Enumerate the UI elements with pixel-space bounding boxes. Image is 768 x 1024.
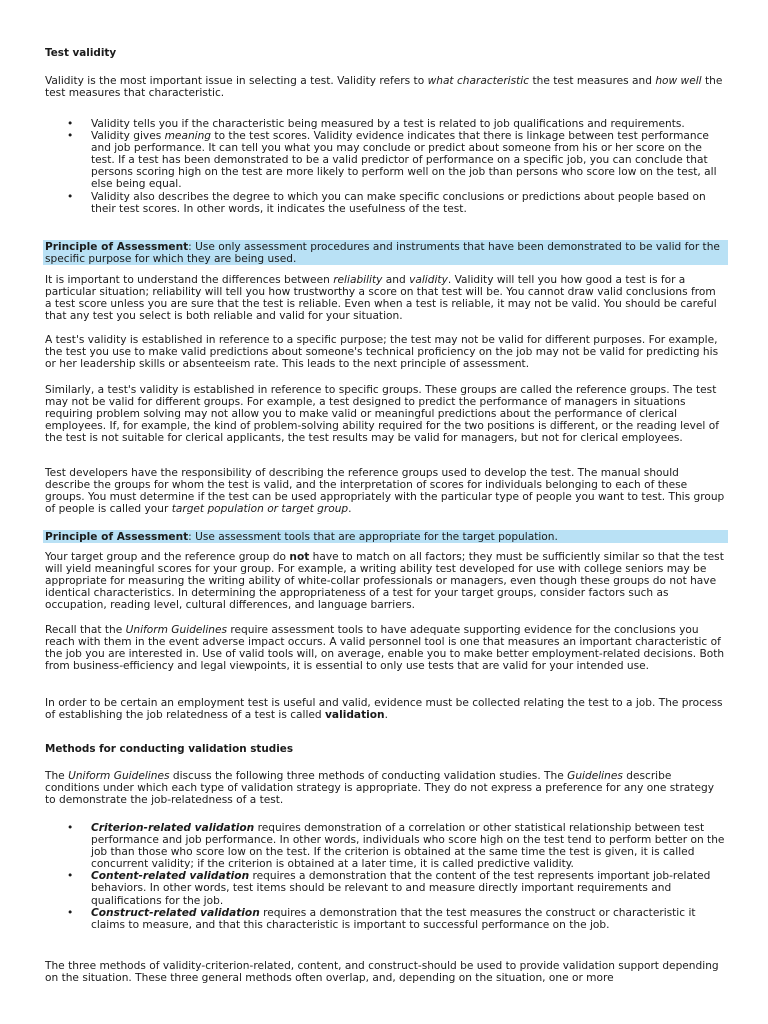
principle-of-assessment-callout: Principle of Assessment: Use assessment tools that are appropriate for the target population. — [43, 530, 728, 543]
paragraph-validation: In order to be certain an employment test is useful and valid, evidence must be collected relating the test to a job. The process of establishing the job relatedness of a test is called validation. — [45, 697, 723, 722]
principle-of-assessment-callout: Principle of Assessment: Use only assessment procedures and instruments that have been demonstrated to be valid for the specific purpose for which they are being used. — [43, 240, 728, 265]
validity-bullet-list — [45, 118, 725, 215]
list-item: • Criterion-related validation requires demonstration of a correlation or other statistical relationship between test performance and job performance. In other words, individuals who score high on the test tend to perform better on the job than those who score low on the test. If the criterion is obtained at the same time the test is given, it is called concurrent validity; if the criterion is obtained at a later time, it is called predictive validity. — [67, 822, 725, 871]
validation-methods-list — [45, 822, 725, 931]
section-title-validation-methods: Methods for conducting validation studies — [45, 743, 294, 755]
list-item: • Content-related validation requires a demonstration that the content of the test represents important job-related behaviors. In other words, test items should be relevant to and measure directly important requirements and qualifications for the job. — [67, 870, 711, 907]
paragraph-target-group: Your target group and the reference group do not have to match on all factors; they must be sufficiently similar so that the test will yield meaningful scores for your group. For example, a writing ability test developed for use with college seniors may be appropriate for measuring the writing ability of white-collar professionals or managers, even though these groups do not have identical characteristics. In determining the appropriateness of a test for your target groups, consider factors such as occupation, reading level, cultural differences, and language barriers. — [45, 551, 724, 612]
paragraph-test-developers: Test developers have the responsibility of describing the reference groups used to develop the test. The manual should describe the groups for whom the test is valid, and the interpretation of scores for individuals belonging to each of these groups. You must determine if the test can be used appropriately with the particular type of people you want to test. This group of people is called your target population or target group. — [45, 467, 725, 516]
paragraph-uniform-guidelines: Recall that the Uniform Guidelines require assessment tools to have adequate supporting evidence for the conclusions you reach with them in the event adverse impact occurs. A valid personnel tool is one that measures an important characteristic of the job you are interested in. Use of valid tools will, on average, enable you to make better employment-related decisions. Both from business-efficiency and legal viewpoints, it is essential to only use tests that are valid for your intended use. — [45, 624, 725, 673]
bullet-marker: • — [67, 822, 74, 834]
paragraph-validity-intro: Validity is the most important issue in selecting a test. Validity refers to what characteristic the test measures and how well the test measures that characteristic. — [45, 75, 723, 100]
section-title-test-validity: Test validity — [45, 47, 117, 59]
paragraph-reliability-validity: It is important to understand the differences between reliability and validity. Validity will tell you how good a test is for a particular situation; reliability will tell you how trustworthy a score on that test will be. You cannot draw valid conclusions from a test score unless you are sure that the test is reliable. Even when a test is reliable, it may not be valid. You should be careful that any test you select is both reliable and valid for your situation. — [45, 274, 717, 323]
paragraph-methods-intro: The Uniform Guidelines discuss the following three methods of conducting validation studies. The Guidelines describe conditions under which each type of validation strategy is appropriate. They do not express a preference for any one strategy to demonstrate the job-relatedness of a test. — [45, 770, 714, 807]
list-item: • Validity gives meaning to the test scores. Validity evidence indicates that there is linkage between test performance and job performance. It can tell you what you may conclude or predict about someone from his or her score on the test. If a test has been demonstrated to be a valid predictor of performance on a specific job, you can conclude that persons scoring high on the test are more likely to perform well on the job than persons who score low on the test, all else being equal. — [67, 130, 717, 191]
list-item: • Validity also describes the degree to which you can make specific conclusions or predictions about people based on their test scores. In other words, it indicates the usefulness of the test. — [67, 190, 706, 215]
bullet-marker: • — [67, 190, 74, 203]
bullet-marker: • — [67, 118, 74, 130]
bullet-marker: • — [67, 130, 74, 143]
paragraph-three-methods: The three methods of validity-criterion-related, content, and construct-should be used to provide validation support depending on the situation. These three general methods often overlap, and, depending on the situation, one or more — [45, 960, 719, 985]
bullet-marker: • — [67, 870, 74, 883]
list-item: • Construct-related validation requires a demonstration that the test measures the construct or characteristic it claims to measure, and that this characteristic is important to successful performance on the job. — [67, 906, 696, 931]
paragraph-reference-groups: Similarly, a test's validity is established in reference to specific groups. These groups are called the reference groups. The test may not be valid for different groups. For example, a test designed to predict the performance of managers in situations requiring problem solving may not allow you to make valid or meaningful predictions about the performance of clerical employees. If, for example, the kind of problem-solving ability required for the two positions is different, or the reading level of the test is not suitable for clerical applicants, the test results may be valid for managers, but not for clerical employees. — [45, 384, 719, 445]
bullet-marker: • — [67, 906, 74, 919]
paragraph-specific-purpose: A test's validity is established in reference to a specific purpose; the test may not be valid for different purposes. For example, the test you use to make valid predictions about someone's technical proficiency on the job may not be valid for predicting his or her leadership skills or absenteeism rate. This leads to the next principle of assessment. — [45, 334, 719, 371]
list-item: • Validity tells you if the characteristic being measured by a test is related to job qualifications and requirements. — [67, 118, 685, 130]
